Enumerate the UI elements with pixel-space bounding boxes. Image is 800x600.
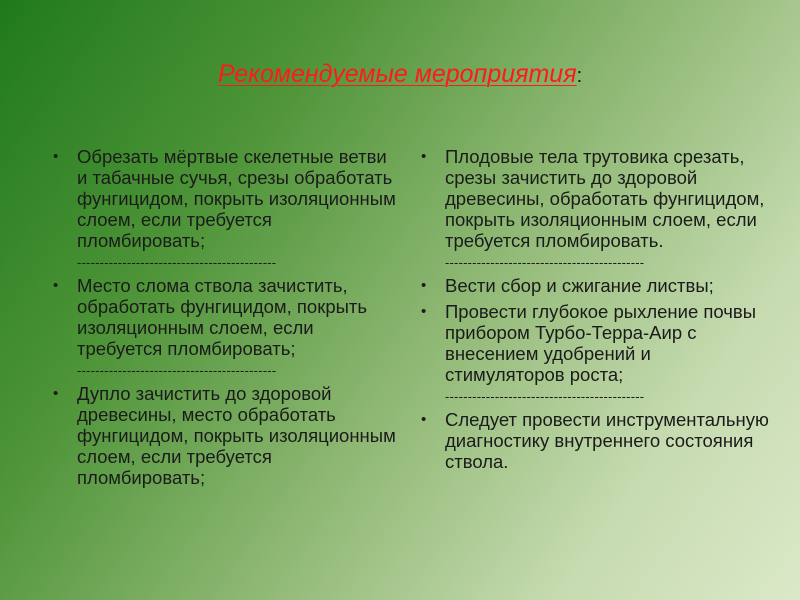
list-item bbox=[420, 409, 775, 472]
separator-line: -------------------------------------------- bbox=[445, 390, 645, 404]
separator-line: -------------------------------------------- bbox=[445, 256, 645, 270]
list-item-text: Провести глубокое рыхление почвы прибором Турбо-Терра-Аир с внесением удобрений и стимуляторов роста; bbox=[445, 301, 757, 385]
list-item-text: Место слома ствола зачистить, обработать фунгицидом, покрыть изоляционным слоем, если требуется пломбировать; bbox=[77, 275, 368, 359]
list-item-text: Вести сбор и сжигание листвы; bbox=[445, 275, 714, 296]
bullet-icon: • bbox=[53, 385, 59, 402]
list-item-text: Плодовые тела трутовика срезать, срезы зачистить до здоровой древесины, обработать фунгицидом, покрыть изоляционным слоем, если требуется пломбировать. bbox=[445, 146, 765, 251]
right-column bbox=[420, 146, 775, 477]
list-item bbox=[52, 146, 397, 251]
list-item bbox=[420, 301, 775, 385]
bullet-icon: • bbox=[421, 148, 427, 165]
left-column bbox=[52, 146, 397, 493]
bullet-icon: • bbox=[53, 277, 59, 294]
list-item bbox=[52, 383, 397, 488]
bullet-icon: • bbox=[53, 148, 59, 165]
slide-title-text: Рекомендуемые мероприятия bbox=[217, 60, 577, 88]
bullet-icon: • bbox=[421, 411, 427, 428]
slide-title bbox=[0, 60, 800, 89]
list-item bbox=[420, 275, 775, 296]
bullet-icon: • bbox=[421, 303, 427, 320]
separator-line: -------------------------------------------- bbox=[77, 364, 277, 378]
list-item-text: Дупло зачистить до здоровой древесины, место обработать фунгицидом, покрыть изоляционным слоем, если требуется пломбировать; bbox=[77, 383, 396, 488]
list-item bbox=[52, 275, 397, 359]
list-item-text: Следует провести инструментальную диагностику внутреннего состояния ствола. bbox=[445, 409, 769, 472]
slide-title-colon: : bbox=[576, 65, 583, 87]
separator-line: -------------------------------------------- bbox=[77, 256, 277, 270]
list-item bbox=[420, 146, 775, 251]
list-item-text: Обрезать мёртвые скелетные ветви и табачные сучья, срезы обработать фунгицидом, покрыть изоляционным слоем, если требуется пломбировать; bbox=[77, 146, 396, 251]
bullet-icon: • bbox=[421, 277, 427, 294]
